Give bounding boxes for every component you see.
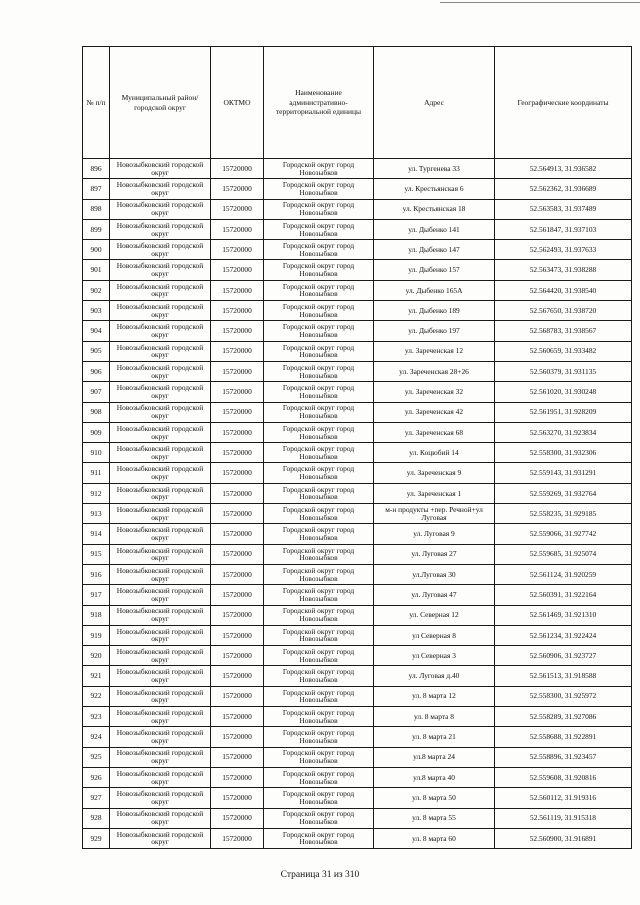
cell-district: Новозыбковский городской округ [110,382,211,402]
cell-num: 921 [83,666,110,686]
cell-coords: 52.563270, 31.923834 [495,422,632,442]
cell-address: ул. Дыбенко 141 [374,219,495,239]
cell-coords: 52.560659, 31.933482 [495,341,632,361]
cell-address: ул. Зареченская 28+26 [374,361,495,381]
cell-district: Новозыбковский городской округ [110,422,211,442]
table-row [83,686,632,706]
cell-oktmo: 15720000 [211,605,264,625]
cell-num: 922 [83,686,110,706]
cell-address: ул. Дыбенко 189 [374,301,495,321]
table-row [83,483,632,503]
cell-unit: Городской округ город Новозыбков [264,422,374,442]
cell-coords: 52.562493, 31.937633 [495,240,632,260]
table-row [83,625,632,645]
cell-oktmo: 15720000 [211,564,264,584]
table-row [83,361,632,381]
cell-unit: Городской округ город Новозыбков [264,524,374,544]
header-oktmo: ОКТМО [211,47,264,159]
table-row [83,199,632,219]
cell-coords: 52.561951, 31.928209 [495,402,632,422]
cell-oktmo: 15720000 [211,199,264,219]
cell-unit: Городской округ город Новозыбков [264,361,374,381]
table-row [83,767,632,787]
cell-oktmo: 15720000 [211,361,264,381]
cell-unit: Городской округ город Новозыбков [264,686,374,706]
table-row [83,341,632,361]
cell-address: ул. 8 марта 21 [374,727,495,747]
cell-num: 903 [83,301,110,321]
cell-unit: Городской округ город Новозыбков [264,341,374,361]
cell-district: Новозыбковский городской округ [110,625,211,645]
cell-district: Новозыбковский городской округ [110,301,211,321]
cell-coords: 52.558896, 31.923457 [495,747,632,767]
cell-oktmo: 15720000 [211,767,264,787]
header-unit: Наименование административно-территориальной единицы [264,47,374,159]
cell-oktmo: 15720000 [211,585,264,605]
cell-address: ул. 8 марта 12 [374,686,495,706]
cell-address: ул Северная 8 [374,625,495,645]
cell-unit: Городской округ город Новозыбков [264,727,374,747]
cell-num: 918 [83,605,110,625]
table-row [83,382,632,402]
table-row [83,280,632,300]
cell-num: 896 [83,159,110,179]
cell-oktmo: 15720000 [211,483,264,503]
cell-address: ул. 8 марта 55 [374,808,495,828]
cell-address: ул.8 марта 24 [374,747,495,767]
cell-coords: 52.567650, 31.938720 [495,301,632,321]
cell-coords: 52.559608, 31.920816 [495,767,632,787]
cell-address: ул. Дыбенко 157 [374,260,495,280]
cell-address: ул. Северная 12 [374,605,495,625]
cell-address: ул. Коцюбий 14 [374,443,495,463]
cell-address: ул. Луговая 27 [374,544,495,564]
cell-oktmo: 15720000 [211,159,264,179]
cell-district: Новозыбковский городской округ [110,361,211,381]
cell-unit: Городской округ город Новозыбков [264,219,374,239]
cell-coords: 52.561513, 31.918588 [495,666,632,686]
cell-num: 929 [83,828,110,848]
cell-coords: 52.563473, 31.938288 [495,260,632,280]
cell-address: ул. Луговая д.40 [374,666,495,686]
cell-num: 898 [83,199,110,219]
cell-num: 912 [83,483,110,503]
table-row [83,707,632,727]
table-row [83,321,632,341]
table-row [83,605,632,625]
cell-coords: 52.558300, 31.932306 [495,443,632,463]
cell-coords: 52.560391, 31.922164 [495,585,632,605]
cell-unit: Городской округ город Новозыбков [264,707,374,727]
cell-district: Новозыбковский городской округ [110,808,211,828]
cell-unit: Городской округ город Новозыбков [264,280,374,300]
table-body [83,159,632,849]
cell-address: ул Северная 3 [374,646,495,666]
cell-unit: Городской округ город Новозыбков [264,808,374,828]
cell-oktmo: 15720000 [211,341,264,361]
cell-district: Новозыбковский городской округ [110,707,211,727]
cell-coords: 52.561847, 31.937103 [495,219,632,239]
table-row [83,666,632,686]
cell-num: 927 [83,788,110,808]
cell-address: ул. 8 марта 8 [374,707,495,727]
cell-coords: 52.558688, 31.922891 [495,727,632,747]
cell-unit: Городской округ город Новозыбков [264,747,374,767]
table-row [83,646,632,666]
table-row [83,808,632,828]
cell-coords: 52.558235, 31.929185 [495,504,632,524]
cell-district: Новозыбковский городской округ [110,463,211,483]
cell-unit: Городской округ город Новозыбков [264,463,374,483]
table-row [83,402,632,422]
cell-oktmo: 15720000 [211,443,264,463]
cell-district: Новозыбковский городской округ [110,341,211,361]
cell-unit: Городской округ город Новозыбков [264,646,374,666]
header-num: № п/п [83,47,110,159]
cell-num: 905 [83,341,110,361]
cell-num: 928 [83,808,110,828]
cell-oktmo: 15720000 [211,463,264,483]
cell-address: ул. Зареченская 42 [374,402,495,422]
table-row [83,524,632,544]
cell-num: 920 [83,646,110,666]
cell-coords: 52.558300, 31.925972 [495,686,632,706]
cell-district: Новозыбковский городской округ [110,240,211,260]
cell-address: ул. Дыбенко 165А [374,280,495,300]
cell-unit: Городской округ город Новозыбков [264,402,374,422]
cell-district: Новозыбковский городской округ [110,159,211,179]
cell-unit: Городской округ город Новозыбков [264,585,374,605]
cell-oktmo: 15720000 [211,504,264,524]
cell-unit: Городской округ город Новозыбков [264,301,374,321]
cell-address: ул. Дыбенко 147 [374,240,495,260]
table-row [83,179,632,199]
cell-coords: 52.560906, 31.923727 [495,646,632,666]
header-row [83,47,632,159]
cell-num: 899 [83,219,110,239]
cell-district: Новозыбковский городской округ [110,260,211,280]
table-row [83,727,632,747]
cell-unit: Городской округ город Новозыбков [264,179,374,199]
cell-unit: Городской округ город Новозыбков [264,544,374,564]
cell-oktmo: 15720000 [211,646,264,666]
cell-coords: 52.561020, 31.930248 [495,382,632,402]
cell-address: ул. Зареченская 1 [374,483,495,503]
cell-address: ул. Крестьянская 6 [374,179,495,199]
cell-address: ул. Зареченская 12 [374,341,495,361]
cell-coords: 52.559066, 31.927742 [495,524,632,544]
cell-district: Новозыбковский городской округ [110,280,211,300]
cell-coords: 52.560379, 31.931135 [495,361,632,381]
cell-num: 916 [83,564,110,584]
cell-num: 907 [83,382,110,402]
cell-district: Новозыбковский городской округ [110,199,211,219]
cell-num: 902 [83,280,110,300]
cell-district: Новозыбковский городской округ [110,646,211,666]
cell-coords: 52.559685, 31.925074 [495,544,632,564]
cell-oktmo: 15720000 [211,219,264,239]
cell-num: 897 [83,179,110,199]
cell-unit: Городской округ город Новозыбков [264,625,374,645]
cell-unit: Городской округ город Новозыбков [264,504,374,524]
cell-oktmo: 15720000 [211,382,264,402]
cell-district: Новозыбковский городской округ [110,727,211,747]
cell-oktmo: 15720000 [211,321,264,341]
cell-num: 900 [83,240,110,260]
cell-num: 909 [83,422,110,442]
cell-oktmo: 15720000 [211,747,264,767]
cell-num: 923 [83,707,110,727]
cell-unit: Городской округ город Новозыбков [264,788,374,808]
cell-unit: Городской округ город Новозыбков [264,605,374,625]
cell-address: ул.8 марта 40 [374,767,495,787]
cell-num: 914 [83,524,110,544]
table-row [83,788,632,808]
cell-district: Новозыбковский городской округ [110,767,211,787]
cell-district: Новозыбковский городской округ [110,402,211,422]
cell-district: Новозыбковский городской округ [110,686,211,706]
cell-unit: Городской округ город Новозыбков [264,443,374,463]
cell-coords: 52.559143, 31.931291 [495,463,632,483]
cell-num: 919 [83,625,110,645]
cell-unit: Городской округ город Новозыбков [264,321,374,341]
cell-district: Новозыбковский городской округ [110,788,211,808]
header-coords: Географические координаты [495,47,632,159]
table-row [83,463,632,483]
cell-address: ул. Крестьянская 18 [374,199,495,219]
cell-oktmo: 15720000 [211,707,264,727]
page-number: Страница 31 из 310 [280,870,360,880]
cell-district: Новозыбковский городской округ [110,747,211,767]
cell-num: 915 [83,544,110,564]
cell-district: Новозыбковский городской округ [110,666,211,686]
cell-coords: 52.561469, 31.921310 [495,605,632,625]
cell-num: 901 [83,260,110,280]
cell-address: ул.Луговая 30 [374,564,495,584]
cell-district: Новозыбковский городской округ [110,828,211,848]
cell-unit: Городской округ город Новозыбков [264,240,374,260]
cell-oktmo: 15720000 [211,625,264,645]
cell-address: ул. Луговая 47 [374,585,495,605]
table-row [83,159,632,179]
cell-num: 913 [83,504,110,524]
cell-oktmo: 15720000 [211,179,264,199]
cell-oktmo: 15720000 [211,727,264,747]
table-row [83,240,632,260]
cell-coords: 52.561124, 31.920259 [495,564,632,584]
cell-oktmo: 15720000 [211,828,264,848]
table-row [83,301,632,321]
cell-oktmo: 15720000 [211,666,264,686]
cell-coords: 52.560112, 31.919316 [495,788,632,808]
cell-num: 908 [83,402,110,422]
cell-unit: Городской округ город Новозыбков [264,199,374,219]
cell-district: Новозыбковский городской округ [110,585,211,605]
cell-coords: 52.559269, 31.932764 [495,483,632,503]
table-row [83,564,632,584]
cell-address: ул. 8 марта 50 [374,788,495,808]
cell-address: м-н продукты +пер. Речной+ул Луговая [374,504,495,524]
cell-coords: 52.568783, 31.938567 [495,321,632,341]
table-row [83,422,632,442]
cell-district: Новозыбковский городской округ [110,443,211,463]
cell-district: Новозыбковский городской округ [110,524,211,544]
header-district: Муниципальный район/городской округ [110,47,211,159]
cell-address: ул. Зареченская 32 [374,382,495,402]
table-row [83,828,632,848]
cell-coords: 52.564913, 31.936582 [495,159,632,179]
cell-coords: 52.558289, 31.927086 [495,707,632,727]
cell-unit: Городской округ город Новозыбков [264,382,374,402]
cell-num: 906 [83,361,110,381]
header-address: Адрес [374,47,495,159]
cell-district: Новозыбковский городской округ [110,321,211,341]
cell-coords: 52.562362, 31.936689 [495,179,632,199]
cell-oktmo: 15720000 [211,524,264,544]
cell-unit: Городской округ город Новозыбков [264,159,374,179]
cell-unit: Городской округ город Новозыбков [264,260,374,280]
cell-address: ул. Тургенева 33 [374,159,495,179]
top-rule [440,2,640,3]
cell-address: ул. Луговая 9 [374,524,495,544]
cell-oktmo: 15720000 [211,422,264,442]
cell-address: ул. Дыбенко 197 [374,321,495,341]
cell-num: 904 [83,321,110,341]
table-row [83,747,632,767]
cell-unit: Городской округ город Новозыбков [264,828,374,848]
cell-address: ул. 8 марта 60 [374,828,495,848]
cell-num: 925 [83,747,110,767]
cell-num: 910 [83,443,110,463]
cell-num: 924 [83,727,110,747]
cell-num: 911 [83,463,110,483]
cell-address: ул. Зареченская 68 [374,422,495,442]
cell-unit: Городской округ город Новозыбков [264,666,374,686]
cell-district: Новозыбковский городской округ [110,564,211,584]
cell-oktmo: 15720000 [211,402,264,422]
cell-num: 917 [83,585,110,605]
table-row [83,443,632,463]
cell-unit: Городской округ город Новозыбков [264,767,374,787]
cell-district: Новозыбковский городской округ [110,605,211,625]
cell-oktmo: 15720000 [211,544,264,564]
table-row [83,260,632,280]
cell-coords: 52.561234, 31.922424 [495,625,632,645]
cell-coords: 52.560900, 31.916891 [495,828,632,848]
cell-coords: 52.561119, 31.915318 [495,808,632,828]
table-row [83,585,632,605]
table-row [83,219,632,239]
cell-num: 926 [83,767,110,787]
cell-oktmo: 15720000 [211,240,264,260]
cell-district: Новозыбковский городской округ [110,179,211,199]
table-row [83,544,632,564]
cell-oktmo: 15720000 [211,260,264,280]
cell-coords: 52.563583, 31.937489 [495,199,632,219]
cell-district: Новозыбковский городской округ [110,219,211,239]
cell-oktmo: 15720000 [211,301,264,321]
cell-district: Новозыбковский городской округ [110,544,211,564]
cell-district: Новозыбковский городской округ [110,504,211,524]
cell-district: Новозыбковский городской округ [110,483,211,503]
table-header [83,47,632,159]
registry-table [82,46,632,849]
cell-oktmo: 15720000 [211,788,264,808]
table-row [83,504,632,524]
cell-oktmo: 15720000 [211,686,264,706]
cell-address: ул. Зареченская 9 [374,463,495,483]
cell-coords: 52.564420, 31.938540 [495,280,632,300]
cell-unit: Городской округ город Новозыбков [264,483,374,503]
cell-oktmo: 15720000 [211,808,264,828]
cell-oktmo: 15720000 [211,280,264,300]
cell-unit: Городской округ город Новозыбков [264,564,374,584]
